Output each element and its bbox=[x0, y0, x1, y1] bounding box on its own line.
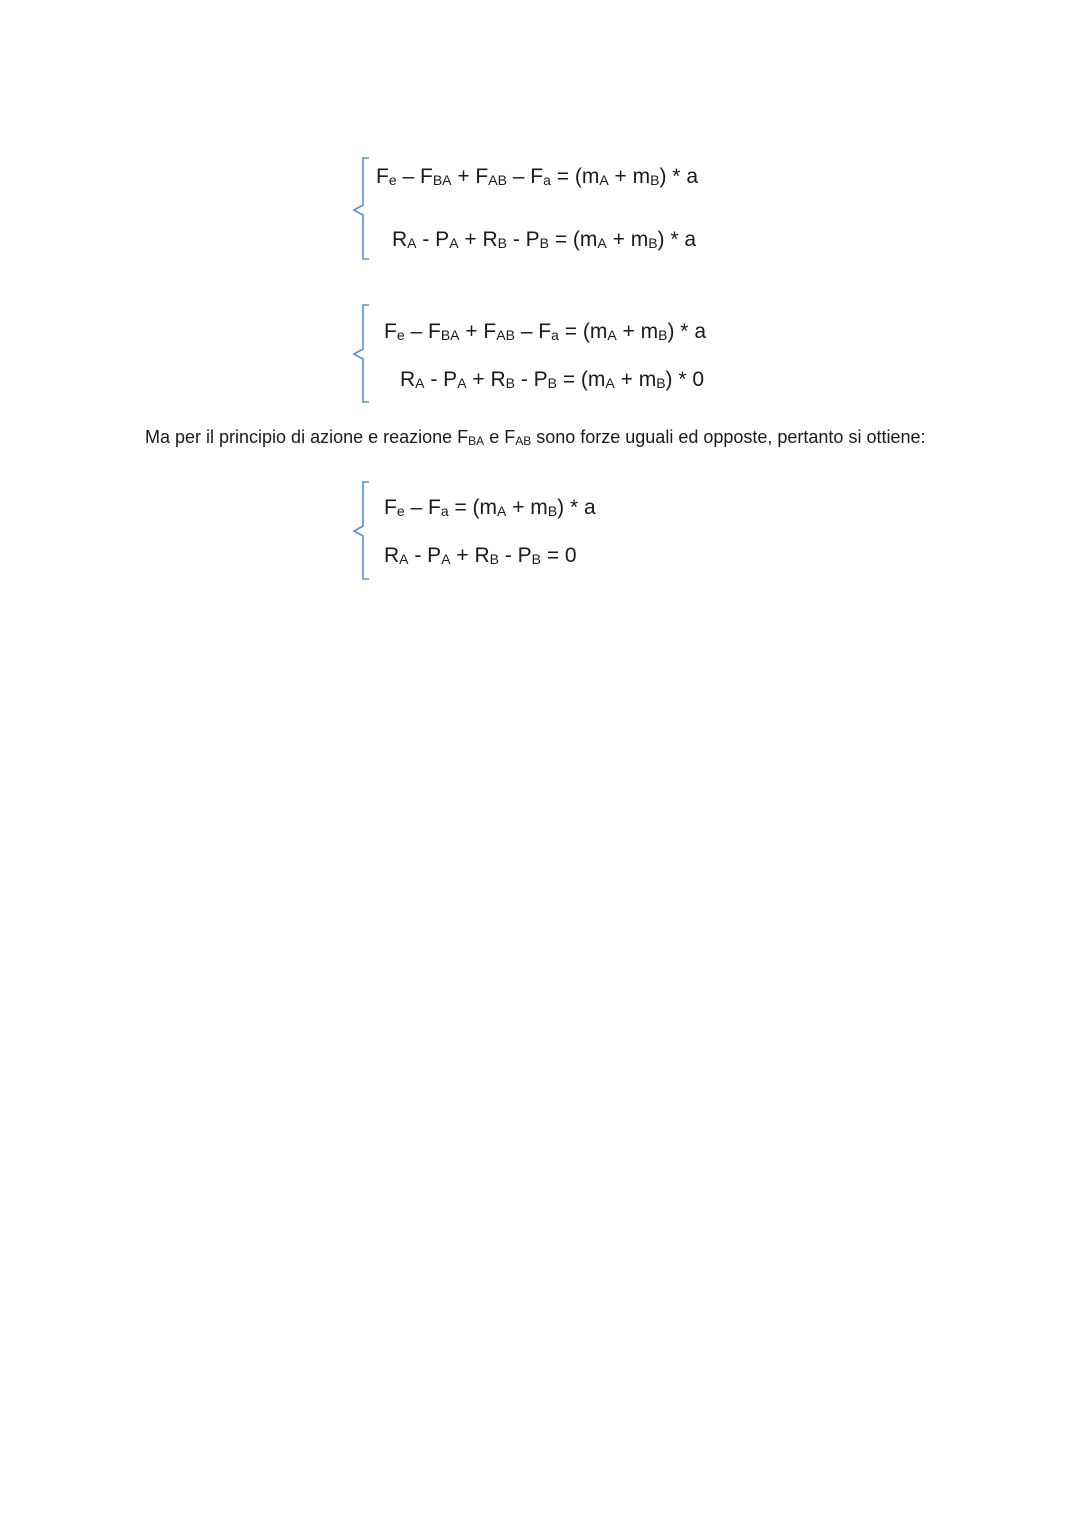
equation-line-2-2: RA - PA + RB - PB = (mA + mB) * 0 bbox=[400, 368, 705, 391]
equation-line-1-1: Fe – FBA + FAB – Fa = (mA + mB) * a bbox=[376, 165, 698, 188]
equation-system-3 bbox=[345, 479, 745, 583]
equation-line-3-2: RA - PA + RB - PB = 0 bbox=[384, 544, 577, 567]
left-brace-icon bbox=[345, 479, 375, 583]
explanation-sentence: Ma per il principio di azione e reazione FBA e FAB sono forze uguali ed opposte, pertanto si ottiene: bbox=[145, 427, 926, 448]
equation-line-1-2: RA - PA + RB - PB = (mA + mB) * a bbox=[392, 228, 697, 251]
equation-line-3-1: Fe – Fa = (mA + mB) * a bbox=[384, 496, 596, 519]
left-brace-icon bbox=[345, 155, 375, 265]
equation-line-2-1: Fe – FBA + FAB – Fa = (mA + mB) * a bbox=[384, 320, 706, 343]
left-brace-icon bbox=[345, 302, 375, 406]
